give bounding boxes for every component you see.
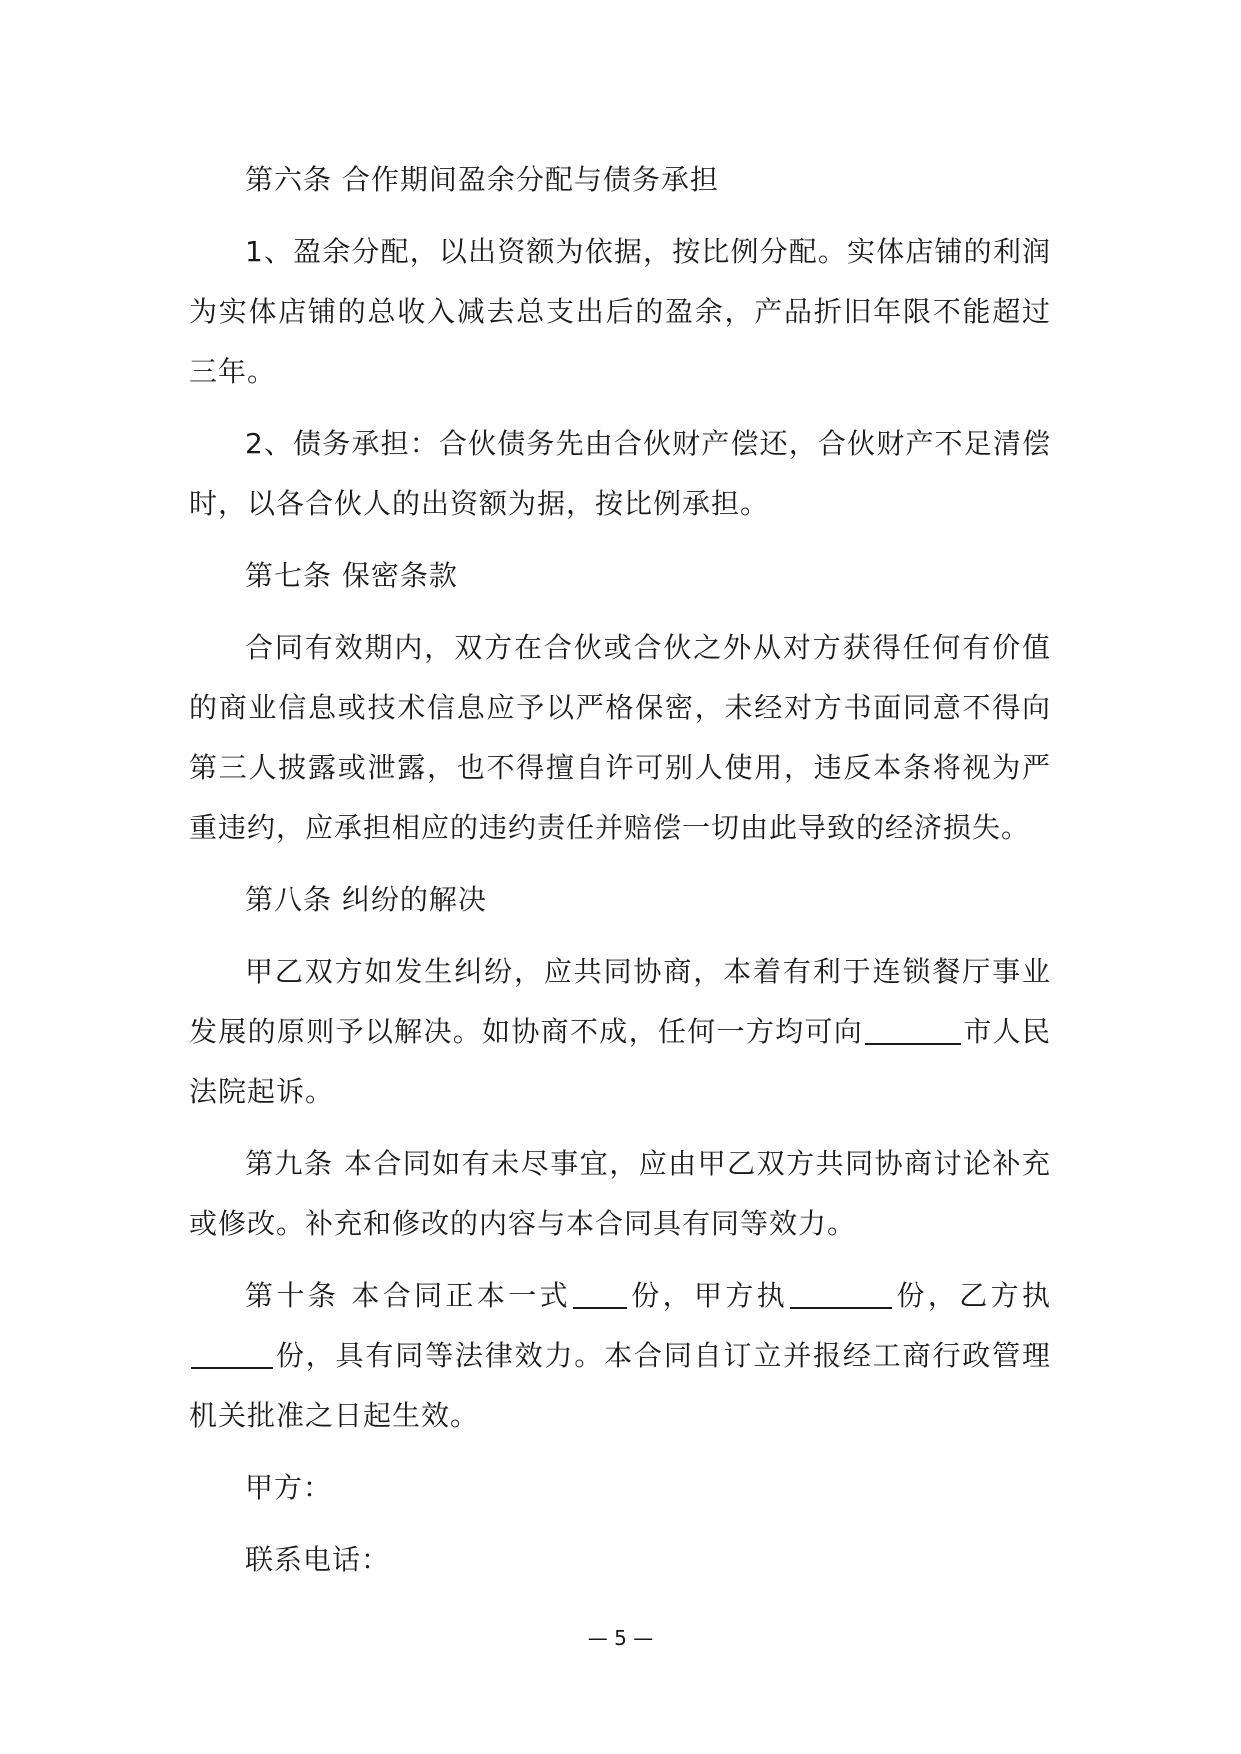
page-number: — 5 —	[587, 1626, 654, 1650]
article10-part4: 份，具有同等法律效力。本合同自订立并报经工商行政管理机关批准之日起生效。	[189, 1339, 1051, 1432]
copies-total-blank	[573, 1277, 627, 1309]
article7-body: 合同有效期内，双方在合伙或合伙之外从对方获得任何有价值的商业信息或技术信息应予以严格保密，未经对方书面同意不得向第三人披露或泄露，也不得擅自许可别人使用，违反本条将视为严重违约，应承担相应的违约责任并赔偿一切由此导致的经济损失。	[189, 631, 1051, 844]
article10-part2: 份，甲方执	[628, 1279, 789, 1312]
article10-body	[189, 1266, 1051, 1446]
party-a-copies-blank	[790, 1277, 892, 1309]
article8-body-after: 市人民法院起诉。	[189, 1015, 1051, 1108]
article8-body-before: 甲乙双方如发生纠纷，应共同协商，本着有利于连锁餐厅事业发展的原则予以解决。如协商不成，任何一方均可向	[189, 955, 1051, 1048]
party-b-copies-blank	[191, 1337, 273, 1369]
article8-body	[189, 942, 1051, 1122]
article6-heading: 第六条 合作期间盈余分配与债务承担	[245, 163, 719, 196]
article8-heading: 第八条 纠纷的解决	[245, 883, 487, 916]
article6-item2: 2、债务承担：合伙债务先由合伙财产偿还，合伙财产不足清偿时，以各合伙人的出资额为据，按比例承担。	[189, 427, 1051, 520]
article10-part1: 第十条 本合同正本一式	[245, 1279, 571, 1312]
article9-body: 第九条 本合同如有未尽事宜，应由甲乙双方共同协商讨论补充或修改。补充和修改的内容与本合同具有同等效力。	[189, 1147, 1051, 1240]
phone-label: 联系电话：	[245, 1543, 391, 1576]
article6-item1: 1、盈余分配，以出资额为依据，按比例分配。实体店铺的利润为实体店铺的总收入减去总支出后的盈余，产品折旧年限不能超过三年。	[189, 235, 1051, 388]
article7-heading: 第七条 保密条款	[245, 559, 458, 592]
court-city-blank	[865, 1013, 961, 1045]
article10-part3: 份，乙方执	[894, 1279, 1051, 1312]
document-body	[189, 150, 1051, 1602]
party-a-label: 甲方：	[245, 1471, 333, 1504]
